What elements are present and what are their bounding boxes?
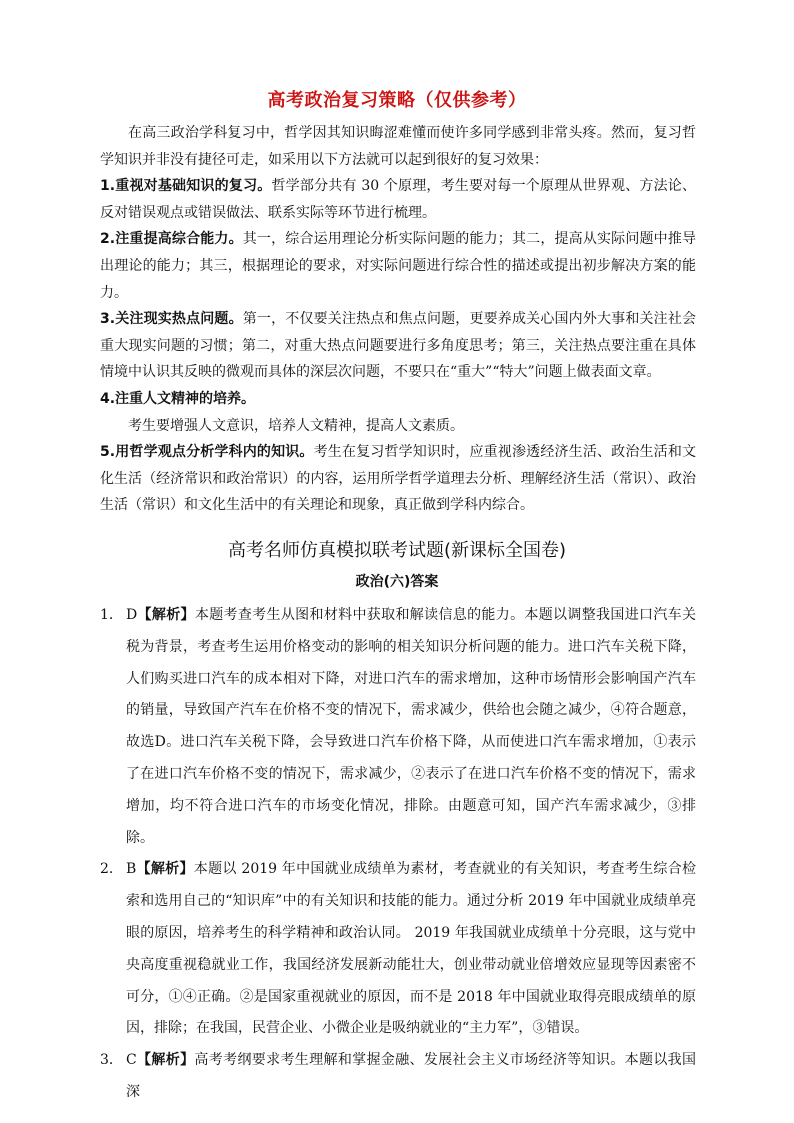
tip-item	[100, 439, 696, 519]
answer-letter: C	[126, 1052, 137, 1069]
tip-heading: 2.注重提高综合能力。	[100, 231, 243, 248]
answer-list	[100, 600, 696, 1109]
tip-body: 考生在复习哲学知识时，应重视渗透经济生活、政治生活和文化生活（经济常识和政治常识）的内容，运用所学哲学道理去分析、理解经济生活（常识）、政治生活（常识）和文化生活中的有关理论和现象，真正做到学科内综合。	[100, 444, 697, 514]
exam-subtitle: 政治(六)答案	[355, 574, 439, 590]
answer-item	[100, 854, 696, 1045]
strategy-title: 高考政治复习策略（仅供参考）	[267, 90, 527, 111]
answer-number: 1．	[100, 607, 123, 623]
tip-item	[100, 386, 696, 413]
strategy-section	[100, 120, 696, 519]
answer-item	[100, 600, 696, 854]
tip-heading: 3.关注现实热点问题。	[100, 311, 243, 328]
tip-body: 第一，不仅要关注热点和焦点问题，更要养成关心国内外大事和关注社会重大现实问题的习惯；第二，对重大热点问题要进行多角度思考；第三，关注热点要注重在具体情境中认识其反映的微观而具体的深层次问题，不要只在“重大”“特大”问题上做表面文章。	[100, 311, 697, 381]
answer-item	[100, 1045, 696, 1109]
answer-text: 本题考查考生从图和材料中获取和解读信息的能力。本题以调整我国进口汽车关税为背景，考查考生运用价格变动的影响的相关知识分析问题的能力。进口汽车关税下降，人们购买进口汽车的成本相对下降，对进口汽车的需求增加，这种市场情形会影响国产汽车的销量，导致国产汽车在价格不变的情况下，需求减少，供给也会随之减少，④符合题意，故选D。进口汽车关税下降，会导致进口汽车价格下降，从而使进口汽车需求增加，①表示了在进口汽车价格不变的情况下，需求减少，②表示了在进口汽车价格不变的情况下，需求增加，均不符合进口汽车的市场变化情况，排除。由题意可知，国产汽车需求减少，③排除。	[126, 607, 697, 846]
tip-item	[100, 306, 696, 386]
answer-letter: B	[126, 861, 137, 878]
answer-text: 本题以 2019 年中国就业成绩单为素材，考查就业的有关知识，考查考生综合检索和选用自己的“知识库”中的有关知识和技能的能力。通过分析 2019 年中国就业成绩单亮眼的原因，培养考生的科学精神和政治认同。 2019 年我国就业成绩单十分亮眼，这与党中央高度重视稳就业工作，我国经济发展新动能壮大，创业带动就业倍增效应显现等因素密不可分，①④正确。②是国家重视就业的原因，而不是 2018 年中国就业取得亮眼成绩单的原因，排除；在我国，民营企业、小微企业是吸纳就业的“主力军”，③错误。	[126, 861, 697, 1037]
tip-body: 其一，综合运用理论分析实际问题的能力；其二，提高从实际问题中推导出理论的能力；其三，根据理论的要求，对实际问题进行综合性的描述或提出初步解决方案的能力。	[100, 231, 697, 301]
analysis-tag: 【解析】	[136, 861, 194, 878]
tip-body-paragraph: 考生要增强人文意识，培养人文精神，提高人文素质。	[128, 417, 464, 434]
analysis-tag: 【解析】	[136, 1052, 195, 1069]
tip-heading: 1.重视对基础知识的复习。	[100, 178, 272, 195]
answer-number: 3．	[100, 1052, 123, 1069]
answer-text: 高考考纲要求考生理解和掌握金融、发展社会主义市场经济等知识。本题以我国深	[126, 1052, 696, 1100]
analysis-tag: 【解析】	[137, 607, 195, 623]
tip-body: 哲学部分共有 30 个原理，考生要对每一个原理从世界观、方法论、反对错误观点或错误做法、联系实际等环节进行梳理。	[100, 178, 696, 221]
tip-item	[100, 173, 696, 226]
answer-letter: D	[126, 607, 138, 623]
intro-paragraph: 在高三政治学科复习中，哲学因其知识晦涩难懂而使许多同学感到非常头疼。然而，复习哲学知识并非没有捷径可走，如采用以下方法就可以起到很好的复习效果：	[100, 125, 696, 168]
tip-heading: 4.注重人文精神的培养。	[100, 390, 256, 407]
answer-number: 2．	[100, 861, 123, 878]
exam-title: 高考名师仿真模拟联考试题(新课标全国卷)	[227, 540, 567, 561]
tip-item	[100, 226, 696, 306]
tip-heading: 5.用哲学观点分析学科内的知识。	[100, 444, 314, 461]
